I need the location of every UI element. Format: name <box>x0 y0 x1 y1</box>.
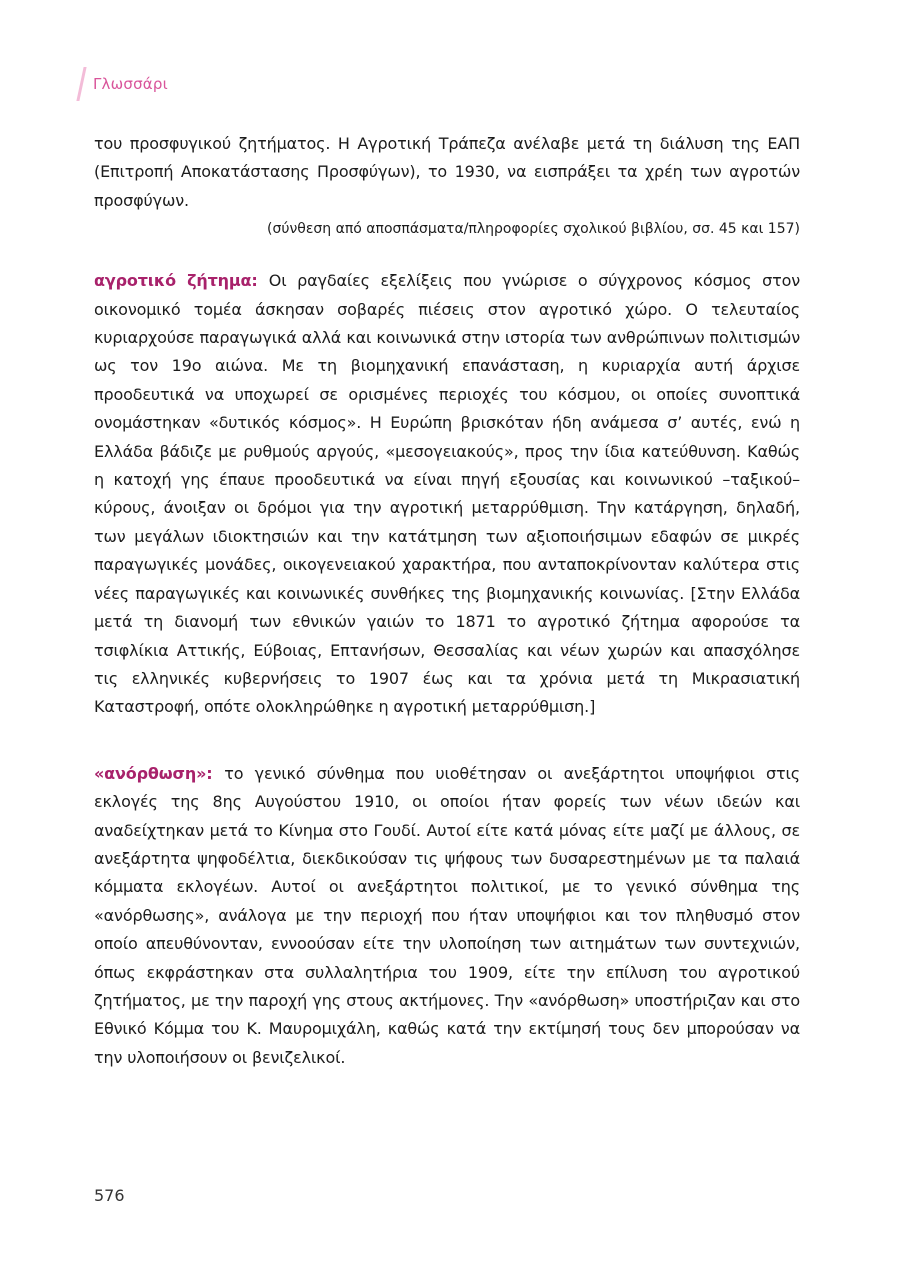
page-content <box>94 130 800 1072</box>
section-title: Γλωσσάρι <box>93 75 168 93</box>
glossary-entry-agrotiko-zitima <box>94 267 800 722</box>
glossary-entry-anorthosi <box>94 760 800 1072</box>
running-header <box>80 66 168 102</box>
intro-paragraph: του προσφυγικού ζητήματος. Η Αγροτική Τράπεζα ανέλαβε μετά τη διάλυση της ΕΑΠ (Επιτροπή Αποκατάστασης Προσφύγων), το 1930, να εισπράξει τα χρέη των αγροτών προσφύγων. <box>94 134 800 210</box>
source-citation: (σύνθεση από αποσπάσματα/πληροφορίες σχολικού βιβλίου, σσ. 45 και 157) <box>267 221 800 238</box>
glossary-term: αγροτικό ζήτημα: <box>94 271 269 291</box>
glossary-definition: Οι ραγδαίες εξελίξεις που γνώρισε ο σύγχρονος κόσμος στον οικονομικό τομέα άσκησαν σοβαρές πιέσεις στον αγροτικό χώρο. Ο τελευταίος κυριαρχούσε παραγωγικά αλλά και κοινωνικά στην ιστορία των ανθρώπινων πολιτισμών ως τον 19ο αιώνα. Με τη βιομηχανική επανάσταση, η κυριαρχία αυτή άρχισε προοδευτικά να υποχωρεί σε ορισμένες περιοχές του κόσμου, οι οποίες συνοπτικά ονομάστηκαν «δυτικός κόσμος». Η Ευρώπη βρισκόταν ήδη ανάμεσα σ’ αυτές, ενώ η Ελλάδα βάδιζε με ρυθμούς αργούς, «μεσογειακούς», προς την ίδια κατεύθυνση. Καθώς η κατοχή γης έπαυε προοδευτικά να είναι πηγή εξουσίας και κοινωνικού –ταξικού– κύρους, άνοιξαν οι δρόμοι για την αγροτική μεταρρύθμιση. Την κατάργηση, δηλαδή, των μεγάλων ιδιοκτησιών και την κατάτμηση των αξιοποιήσιμων εδαφών σε μικρές παραγωγικές μονάδες, οικογενειακού χαρακτήρα, που ανταποκρίνονταν καλύτερα στις νέες παραγωγικές και κοινωνικές συνθήκες της βιομηχανικής κοινωνίας. [Στην Ελλάδα μετά τη διανομή των εθνικών γαιών το 1871 το αγροτικό ζήτημα αφορούσε τα τσιφλίκια Αττικής, Εύβοιας, Επτανήσων, Θεσσαλίας και νέων χωρών και απασχόλησε τις ελληνικές κυβερνήσεις το 1907 έως και τα χρόνια μετά τη Μικρασιατική Καταστροφή, οπότε ολοκληρώθηκε η αγροτική μεταρρύθμιση.] <box>94 271 801 717</box>
header-accent-bar <box>76 67 86 101</box>
page-number: 576 <box>94 1186 125 1205</box>
glossary-term: «ανόρθωση»: <box>94 763 225 783</box>
glossary-definition: το γενικό σύνθημα που υιοθέτησαν οι ανεξάρτητοι υποψήφιοι στις εκλογές της 8ης Αυγούστου 1910, οι οποίοι ήταν φορείς των νέων ιδεών και αναδείχτηκαν μετά το Κίνημα στο Γουδί. Αυτοί είτε κατά μόνας είτε μαζί με άλλους, σε ανεξάρτητα ψηφοδέλτια, διεκδικούσαν τις ψήφους των δυσαρεστημένων με τα παλαιά κόμματα εκλογέων. Αυτοί οι ανεξάρτητοι πολιτικοί, με το γενικό σύνθημα της «ανόρθωσης», ανάλογα με την περιοχή που ήταν υποψήφιοι και τον πληθυσμό στον οποίο απευθύνονταν, εννοούσαν είτε την υλοποίηση των αιτημάτων των συντεχνιών, όπως εκφράστηκαν στα συλλαλητήρια του 1909, είτε την επίλυση του αγροτικού ζητήματος, με την παροχή γης στους ακτήμονες. Την «ανόρθωση» υποστήριζαν και στο Εθνικό Κόμμα του Κ. Μαυρομιχάλη, καθώς κατά την εκτίμησή τους δεν μπορούσαν να την υλοποιήσουν οι βενιζελικοί. <box>94 763 800 1067</box>
